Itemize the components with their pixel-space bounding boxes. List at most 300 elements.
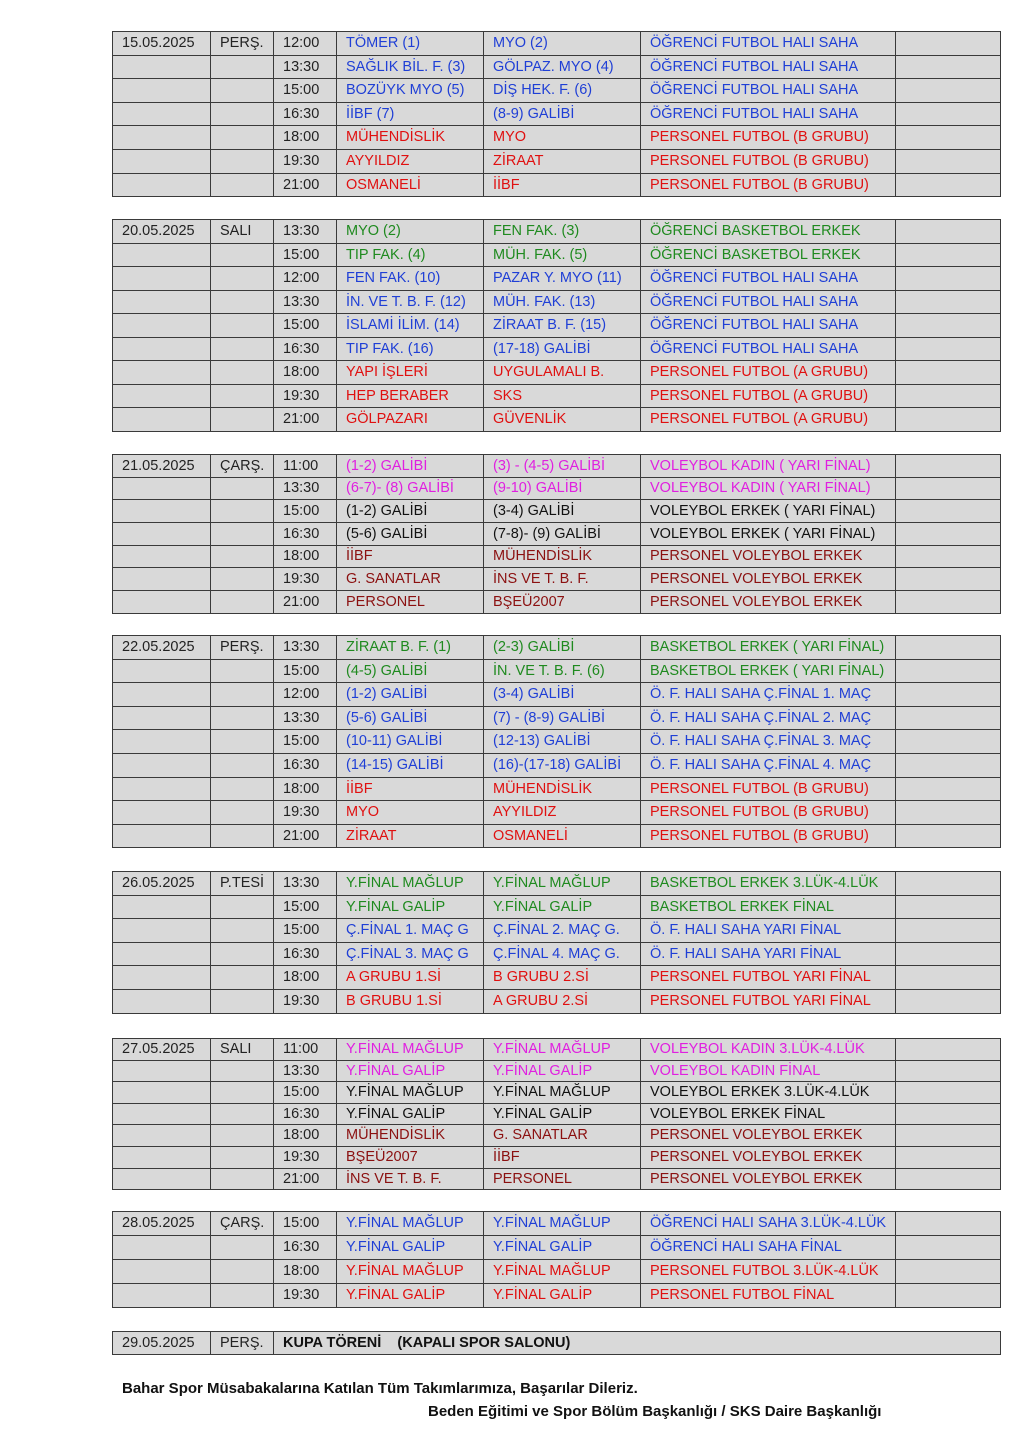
day-cell	[211, 290, 274, 314]
date-cell: 28.05.2025	[113, 1212, 211, 1236]
schedule-row	[113, 1125, 1001, 1147]
schedule-row	[113, 1235, 1001, 1259]
team2-cell: Y.FİNAL MAĞLUP	[484, 1259, 641, 1283]
time-cell: 19:30	[274, 989, 337, 1013]
empty-cell	[896, 801, 1001, 825]
date-cell	[113, 591, 211, 614]
team2-cell: İNS VE T. B. F.	[484, 568, 641, 591]
team1-cell: Y.FİNAL MAĞLUP	[337, 1039, 484, 1061]
team1-cell: (5-6) GALİBİ	[337, 523, 484, 546]
empty-cell	[896, 1146, 1001, 1168]
day-cell	[211, 966, 274, 990]
day-cell	[211, 1082, 274, 1104]
branch-cell: BASKETBOL ERKEK ( YARI FİNAL)	[641, 659, 896, 683]
schedule-row	[113, 966, 1001, 990]
date-cell	[113, 1259, 211, 1283]
schedule-row	[113, 753, 1001, 777]
day-table-21-05	[112, 454, 1001, 614]
day-cell	[211, 545, 274, 568]
time-cell: 19:30	[274, 1283, 337, 1307]
date-cell	[113, 706, 211, 730]
empty-cell	[896, 1039, 1001, 1061]
schedule-row	[113, 314, 1001, 338]
schedule-row	[113, 730, 1001, 754]
team2-cell: Y.FİNAL GALİP	[484, 1060, 641, 1082]
branch-cell: ÖĞRENCİ BASKETBOL ERKEK	[641, 220, 896, 244]
team2-cell: İİBF	[484, 173, 641, 197]
branch-cell: ÖĞRENCİ FUTBOL HALI SAHA	[641, 102, 896, 126]
branch-cell: BASKETBOL ERKEK FİNAL	[641, 895, 896, 919]
day-rows	[113, 455, 1001, 614]
day-table-22-05	[112, 635, 1001, 848]
day-cell	[211, 55, 274, 79]
schedule-row	[113, 267, 1001, 291]
empty-cell	[896, 173, 1001, 197]
team2-cell: Ç.FİNAL 4. MAÇ G.	[484, 942, 641, 966]
time-cell: 15:00	[274, 1212, 337, 1236]
date-cell: 15.05.2025	[113, 32, 211, 56]
team1-cell: İN. VE T. B. F. (12)	[337, 290, 484, 314]
empty-cell	[896, 706, 1001, 730]
branch-cell: ÖĞRENCİ FUTBOL HALI SAHA	[641, 314, 896, 338]
empty-cell	[896, 126, 1001, 150]
branch-cell: PERSONEL VOLEYBOL ERKEK	[641, 568, 896, 591]
team2-cell: Y.FİNAL MAĞLUP	[484, 1039, 641, 1061]
schedule-row	[113, 173, 1001, 197]
team1-cell: B GRUBU 1.Sİ	[337, 989, 484, 1013]
team1-cell: ZİRAAT B. F. (1)	[337, 636, 484, 660]
day-cell	[211, 408, 274, 432]
team2-cell: Y.FİNAL MAĞLUP	[484, 1082, 641, 1104]
time-cell: 18:00	[274, 966, 337, 990]
empty-cell	[896, 1212, 1001, 1236]
time-cell: 13:30	[274, 872, 337, 896]
branch-cell: PERSONEL VOLEYBOL ERKEK	[641, 1125, 896, 1147]
empty-cell	[896, 361, 1001, 385]
schedule-row	[113, 872, 1001, 896]
time-cell: 21:00	[274, 1168, 337, 1190]
schedule-row	[113, 1146, 1001, 1168]
day-cell	[211, 1235, 274, 1259]
empty-cell	[896, 500, 1001, 523]
time-cell: 16:30	[274, 1103, 337, 1125]
branch-cell: VOLEYBOL KADIN ( YARI FİNAL)	[641, 455, 896, 478]
team2-cell: Y.FİNAL MAĞLUP	[484, 872, 641, 896]
time-cell: 13:30	[274, 290, 337, 314]
team1-cell: GÖLPAZARI	[337, 408, 484, 432]
day-rows	[113, 636, 1001, 848]
schedule-row	[113, 659, 1001, 683]
day-cell	[211, 79, 274, 103]
empty-cell	[896, 919, 1001, 943]
branch-cell: VOLEYBOL KADIN ( YARI FİNAL)	[641, 477, 896, 500]
schedule-row	[113, 683, 1001, 707]
team2-cell: (16)-(17-18) GALİBİ	[484, 753, 641, 777]
team2-cell: A GRUBU 2.Sİ	[484, 989, 641, 1013]
branch-cell: PERSONEL FUTBOL (B GRUBU)	[641, 801, 896, 825]
team2-cell: DİŞ HEK. F. (6)	[484, 79, 641, 103]
day-table-15-05	[112, 31, 1001, 197]
branch-cell: ÖĞRENCİ FUTBOL HALI SAHA	[641, 267, 896, 291]
date-cell	[113, 1146, 211, 1168]
footer-wishes: Bahar Spor Müsabakalarına Katılan Tüm Takımlarımıza, Başarılar Dileriz.	[122, 1380, 638, 1397]
schedule-row	[113, 408, 1001, 432]
team1-cell: Ç.FİNAL 3. MAÇ G	[337, 942, 484, 966]
date-cell	[113, 1235, 211, 1259]
day-cell	[211, 989, 274, 1013]
schedule-row	[113, 777, 1001, 801]
date-cell	[113, 55, 211, 79]
team1-cell: AYYILDIZ	[337, 149, 484, 173]
empty-cell	[896, 545, 1001, 568]
empty-cell	[896, 966, 1001, 990]
date-cell	[113, 568, 211, 591]
branch-cell: PERSONEL FUTBOL (B GRUBU)	[641, 126, 896, 150]
time-cell: 11:00	[274, 455, 337, 478]
team1-cell: (10-11) GALİBİ	[337, 730, 484, 754]
ceremony-text: KUPA TÖRENİ (KAPALI SPOR SALONU)	[274, 1332, 1001, 1355]
day-table-28-05	[112, 1211, 1001, 1308]
empty-cell	[896, 636, 1001, 660]
schedule-row	[113, 919, 1001, 943]
day-cell	[211, 942, 274, 966]
time-cell: 18:00	[274, 126, 337, 150]
day-cell	[211, 919, 274, 943]
date-cell: 27.05.2025	[113, 1039, 211, 1061]
team2-cell: (2-3) GALİBİ	[484, 636, 641, 660]
team2-cell: FEN FAK. (3)	[484, 220, 641, 244]
day-cell	[211, 1259, 274, 1283]
team1-cell: YAPI İŞLERİ	[337, 361, 484, 385]
empty-cell	[896, 1283, 1001, 1307]
date-cell	[113, 102, 211, 126]
team1-cell: (6-7)- (8) GALİBİ	[337, 477, 484, 500]
team1-cell: Y.FİNAL MAĞLUP	[337, 872, 484, 896]
branch-cell: ÖĞRENCİ FUTBOL HALI SAHA	[641, 55, 896, 79]
team2-cell: ZİRAAT	[484, 149, 641, 173]
schedule-row	[113, 1060, 1001, 1082]
time-cell: 21:00	[274, 173, 337, 197]
branch-cell: PERSONEL FUTBOL (B GRUBU)	[641, 149, 896, 173]
branch-cell: VOLEYBOL ERKEK FİNAL	[641, 1103, 896, 1125]
schedule-row	[113, 591, 1001, 614]
team2-cell: İİBF	[484, 1146, 641, 1168]
time-cell: 21:00	[274, 408, 337, 432]
date-cell	[113, 384, 211, 408]
branch-cell: PERSONEL FUTBOL YARI FİNAL	[641, 989, 896, 1013]
time-cell: 21:00	[274, 591, 337, 614]
branch-cell: VOLEYBOL ERKEK ( YARI FİNAL)	[641, 523, 896, 546]
team1-cell: Y.FİNAL MAĞLUP	[337, 1082, 484, 1104]
team1-cell: Y.FİNAL MAĞLUP	[337, 1212, 484, 1236]
team2-cell: MÜHENDİSLİK	[484, 777, 641, 801]
empty-cell	[896, 314, 1001, 338]
day-cell	[211, 895, 274, 919]
date-cell	[113, 361, 211, 385]
time-cell: 13:30	[274, 55, 337, 79]
empty-cell	[896, 477, 1001, 500]
time-cell: 15:00	[274, 730, 337, 754]
team2-cell: ZİRAAT B. F. (15)	[484, 314, 641, 338]
team1-cell: (4-5) GALİBİ	[337, 659, 484, 683]
schedule-row	[113, 126, 1001, 150]
day-rows	[113, 220, 1001, 432]
branch-cell: PERSONEL FUTBOL (A GRUBU)	[641, 384, 896, 408]
day-rows	[113, 1039, 1001, 1190]
schedule-row	[113, 523, 1001, 546]
date-cell	[113, 173, 211, 197]
branch-cell: VOLEYBOL KADIN 3.LÜK-4.LÜK	[641, 1039, 896, 1061]
day-cell: SALI	[211, 220, 274, 244]
schedule-row	[113, 500, 1001, 523]
branch-cell: PERSONEL VOLEYBOL ERKEK	[641, 591, 896, 614]
empty-cell	[896, 384, 1001, 408]
team2-cell: GÖLPAZ. MYO (4)	[484, 55, 641, 79]
team2-cell: AYYILDIZ	[484, 801, 641, 825]
team1-cell: MÜHENDİSLİK	[337, 126, 484, 150]
empty-cell	[896, 1060, 1001, 1082]
team1-cell: İİBF	[337, 777, 484, 801]
team2-cell: (3-4) GALİBİ	[484, 683, 641, 707]
empty-cell	[896, 777, 1001, 801]
date-cell	[113, 337, 211, 361]
day-table-20-05	[112, 219, 1001, 432]
date-cell	[113, 290, 211, 314]
schedule-row	[113, 1082, 1001, 1104]
day-cell: SALI	[211, 1039, 274, 1061]
date-cell	[113, 1082, 211, 1104]
branch-cell: Ö. F. HALI SAHA Ç.FİNAL 3. MAÇ	[641, 730, 896, 754]
date-cell	[113, 942, 211, 966]
date-cell	[113, 683, 211, 707]
day-cell	[211, 126, 274, 150]
empty-cell	[896, 989, 1001, 1013]
schedule-row	[113, 1103, 1001, 1125]
team1-cell: MYO (2)	[337, 220, 484, 244]
team2-cell: (7) - (8-9) GALİBİ	[484, 706, 641, 730]
schedule-row	[113, 102, 1001, 126]
empty-cell	[896, 455, 1001, 478]
branch-cell: VOLEYBOL KADIN FİNAL	[641, 1060, 896, 1082]
team1-cell: Y.FİNAL GALİP	[337, 1235, 484, 1259]
time-cell: 16:30	[274, 753, 337, 777]
time-cell: 12:00	[274, 32, 337, 56]
empty-cell	[896, 1168, 1001, 1190]
time-cell: 21:00	[274, 824, 337, 848]
schedule-row	[113, 243, 1001, 267]
branch-cell: ÖĞRENCİ BASKETBOL ERKEK	[641, 243, 896, 267]
team2-cell: PERSONEL	[484, 1168, 641, 1190]
schedule-row	[113, 1212, 1001, 1236]
team2-cell: Y.FİNAL GALİP	[484, 1235, 641, 1259]
empty-cell	[896, 32, 1001, 56]
empty-cell	[896, 872, 1001, 896]
date-cell	[113, 314, 211, 338]
schedule-row	[113, 149, 1001, 173]
date-cell	[113, 1125, 211, 1147]
team2-cell: (12-13) GALİBİ	[484, 730, 641, 754]
team2-cell: Y.FİNAL MAĞLUP	[484, 1212, 641, 1236]
team2-cell: SKS	[484, 384, 641, 408]
team1-cell: OSMANELİ	[337, 173, 484, 197]
empty-cell	[896, 591, 1001, 614]
day-cell	[211, 523, 274, 546]
team1-cell: İNS VE T. B. F.	[337, 1168, 484, 1190]
team2-cell: (3-4) GALİBİ	[484, 500, 641, 523]
time-cell: 18:00	[274, 1259, 337, 1283]
branch-cell: ÖĞRENCİ HALI SAHA FİNAL	[641, 1235, 896, 1259]
team1-cell: SAĞLIK BİL. F. (3)	[337, 55, 484, 79]
time-cell: 19:30	[274, 1146, 337, 1168]
day-cell	[211, 384, 274, 408]
time-cell: 16:30	[274, 102, 337, 126]
empty-cell	[896, 243, 1001, 267]
empty-cell	[896, 1259, 1001, 1283]
team2-cell: MÜH. FAK. (5)	[484, 243, 641, 267]
schedule-row	[113, 1168, 1001, 1190]
date-cell	[113, 408, 211, 432]
empty-cell	[896, 730, 1001, 754]
day-cell	[211, 777, 274, 801]
day-cell	[211, 1283, 274, 1307]
team2-cell: MÜHENDİSLİK	[484, 545, 641, 568]
empty-cell	[896, 220, 1001, 244]
schedule-row	[113, 361, 1001, 385]
branch-cell: Ö. F. HALI SAHA Ç.FİNAL 4. MAÇ	[641, 753, 896, 777]
date-cell	[113, 777, 211, 801]
day-cell: PERŞ.	[211, 32, 274, 56]
branch-cell: BASKETBOL ERKEK ( YARI FİNAL)	[641, 636, 896, 660]
team1-cell: Ç.FİNAL 1. MAÇ G	[337, 919, 484, 943]
team1-cell: BŞEÜ2007	[337, 1146, 484, 1168]
time-cell: 18:00	[274, 777, 337, 801]
ceremony-date: 29.05.2025	[113, 1332, 211, 1355]
schedule-row	[113, 384, 1001, 408]
team1-cell: TIP FAK. (16)	[337, 337, 484, 361]
team2-cell: PAZAR Y. MYO (11)	[484, 267, 641, 291]
schedule-row	[113, 220, 1001, 244]
team2-cell: B GRUBU 2.Sİ	[484, 966, 641, 990]
time-cell: 16:30	[274, 1235, 337, 1259]
empty-cell	[896, 895, 1001, 919]
date-cell	[113, 966, 211, 990]
time-cell: 15:00	[274, 895, 337, 919]
team1-cell: TIP FAK. (4)	[337, 243, 484, 267]
time-cell: 13:30	[274, 477, 337, 500]
ceremony-day: PERŞ.	[211, 1332, 274, 1355]
team2-cell: MYO	[484, 126, 641, 150]
day-rows	[113, 32, 1001, 197]
branch-cell: ÖĞRENCİ FUTBOL HALI SAHA	[641, 290, 896, 314]
empty-cell	[896, 824, 1001, 848]
branch-cell: PERSONEL FUTBOL (B GRUBU)	[641, 173, 896, 197]
team1-cell: Y.FİNAL GALİP	[337, 1060, 484, 1082]
branch-cell: ÖĞRENCİ HALI SAHA 3.LÜK-4.LÜK	[641, 1212, 896, 1236]
branch-cell: Ö. F. HALI SAHA YARI FİNAL	[641, 919, 896, 943]
empty-cell	[896, 1235, 1001, 1259]
schedule-row	[113, 290, 1001, 314]
branch-cell: VOLEYBOL ERKEK ( YARI FİNAL)	[641, 500, 896, 523]
day-cell	[211, 267, 274, 291]
day-cell	[211, 1060, 274, 1082]
day-cell	[211, 683, 274, 707]
team1-cell: MÜHENDİSLİK	[337, 1125, 484, 1147]
time-cell: 15:00	[274, 79, 337, 103]
team1-cell: FEN FAK. (10)	[337, 267, 484, 291]
team2-cell: Y.FİNAL GALİP	[484, 1283, 641, 1307]
branch-cell: Ö. F. HALI SAHA Ç.FİNAL 2. MAÇ	[641, 706, 896, 730]
schedule-row	[113, 824, 1001, 848]
date-cell	[113, 659, 211, 683]
team1-cell: TÖMER (1)	[337, 32, 484, 56]
team2-cell: UYGULAMALI B.	[484, 361, 641, 385]
day-cell	[211, 102, 274, 126]
schedule-row	[113, 455, 1001, 478]
date-cell	[113, 1168, 211, 1190]
branch-cell: PERSONEL FUTBOL 3.LÜK-4.LÜK	[641, 1259, 896, 1283]
time-cell: 13:30	[274, 706, 337, 730]
empty-cell	[896, 568, 1001, 591]
time-cell: 16:30	[274, 942, 337, 966]
empty-cell	[896, 55, 1001, 79]
team1-cell: Y.FİNAL GALİP	[337, 1103, 484, 1125]
team2-cell: (17-18) GALİBİ	[484, 337, 641, 361]
date-cell	[113, 824, 211, 848]
schedule-row	[113, 1283, 1001, 1307]
schedule-row	[113, 32, 1001, 56]
branch-cell: PERSONEL VOLEYBOL ERKEK	[641, 1146, 896, 1168]
team1-cell: Y.FİNAL GALİP	[337, 1283, 484, 1307]
team1-cell: A GRUBU 1.Sİ	[337, 966, 484, 990]
empty-cell	[896, 942, 1001, 966]
day-cell	[211, 730, 274, 754]
team1-cell: MYO	[337, 801, 484, 825]
team2-cell: MYO (2)	[484, 32, 641, 56]
day-cell	[211, 1168, 274, 1190]
schedule-row	[113, 337, 1001, 361]
date-cell	[113, 79, 211, 103]
date-cell	[113, 149, 211, 173]
date-cell: 22.05.2025	[113, 636, 211, 660]
time-cell: 15:00	[274, 500, 337, 523]
day-cell	[211, 149, 274, 173]
team2-cell: BŞEÜ2007	[484, 591, 641, 614]
time-cell: 15:00	[274, 659, 337, 683]
team1-cell: PERSONEL	[337, 591, 484, 614]
day-cell: PERŞ.	[211, 636, 274, 660]
time-cell: 16:30	[274, 337, 337, 361]
time-cell: 13:30	[274, 636, 337, 660]
date-cell	[113, 919, 211, 943]
team2-cell: İN. VE T. B. F. (6)	[484, 659, 641, 683]
team2-cell: (8-9) GALİBİ	[484, 102, 641, 126]
branch-cell: PERSONEL FUTBOL (B GRUBU)	[641, 777, 896, 801]
ceremony-row	[113, 1332, 1001, 1355]
team2-cell: OSMANELİ	[484, 824, 641, 848]
day-cell: P.TESİ	[211, 872, 274, 896]
empty-cell	[896, 102, 1001, 126]
empty-cell	[896, 408, 1001, 432]
branch-cell: ÖĞRENCİ FUTBOL HALI SAHA	[641, 79, 896, 103]
team1-cell: İİBF	[337, 545, 484, 568]
day-cell	[211, 659, 274, 683]
schedule-row	[113, 477, 1001, 500]
time-cell: 19:30	[274, 801, 337, 825]
day-cell	[211, 1125, 274, 1147]
time-cell: 15:00	[274, 919, 337, 943]
empty-cell	[896, 1125, 1001, 1147]
time-cell: 12:00	[274, 683, 337, 707]
